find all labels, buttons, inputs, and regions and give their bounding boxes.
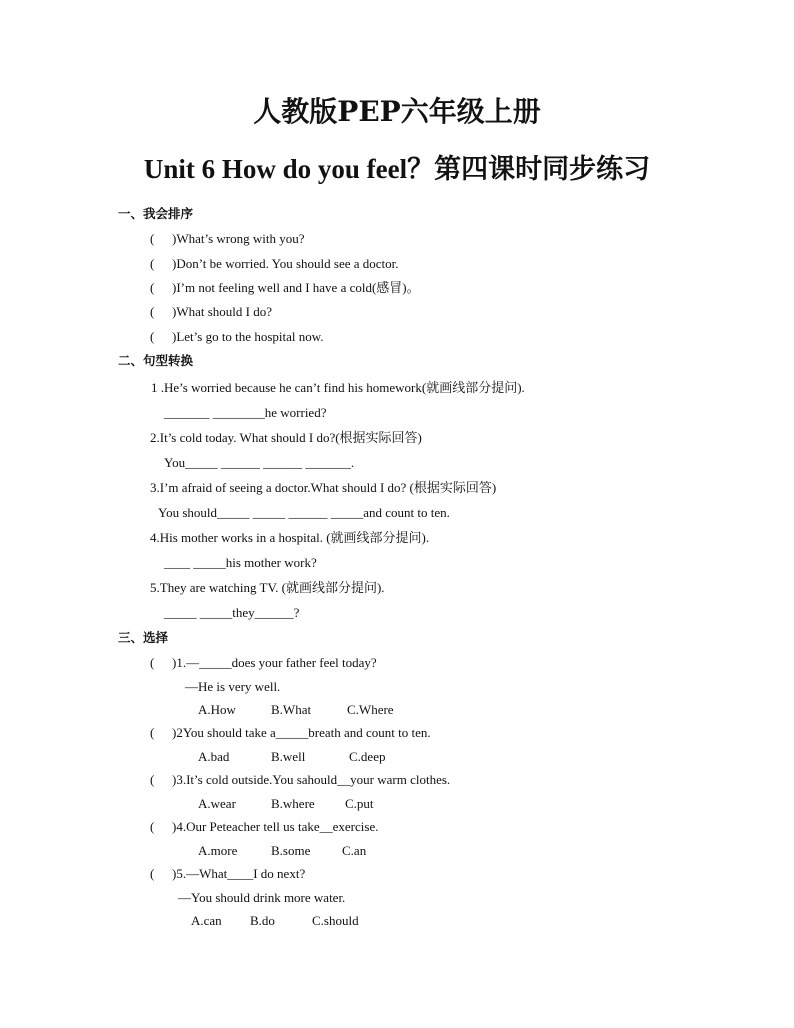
order-item — [150, 230, 305, 248]
transform-answer: _____ _____they______? — [164, 605, 300, 620]
page-subtitle: Unit 6 How do you feel？第四课时同步练习 — [143, 154, 651, 184]
option-b: B.some — [271, 843, 311, 858]
transform-answer: ____ _____his mother work? — [164, 555, 317, 570]
option-a: A.bad — [198, 749, 230, 764]
answer-paren: ( — [150, 866, 155, 881]
order-item-text: )What’s wrong with you? — [172, 231, 305, 246]
choice-question-text: )2You should take a_____breath and count to ten. — [172, 725, 431, 740]
transform-question: 3.I’m afraid of seeing a doctor.What should I do? (根据实际回答) — [150, 480, 497, 495]
choice-options — [198, 701, 394, 719]
order-item — [150, 328, 324, 346]
choice-question-text: )3.It’s cold outside.You sahould__your warm clothes. — [172, 772, 451, 787]
option-b: B.What — [271, 702, 312, 717]
choice-question — [150, 865, 305, 883]
answer-paren: ( — [150, 655, 155, 670]
choice-options — [198, 748, 385, 766]
choice-question — [150, 818, 378, 836]
choice-question-text: )4.Our Peteacher tell us take__exercise. — [172, 819, 379, 834]
option-c: C.put — [345, 796, 374, 811]
option-b: B.do — [250, 913, 275, 928]
choice-question — [150, 771, 450, 789]
transform-question: 4.His mother works in a hospital. (就画线部分提问). — [150, 530, 430, 545]
option-b: B.where — [271, 796, 315, 811]
order-item — [150, 255, 399, 273]
transform-answer: You should_____ _____ ______ _____and count to ten. — [158, 505, 450, 520]
choice-options — [198, 842, 366, 860]
option-a: A.more — [198, 843, 238, 858]
transform-question: 1 .He’s worried because he can’t find his homework(就画线部分提问). — [151, 380, 525, 395]
order-item — [150, 303, 272, 321]
transform-answer: You_____ ______ ______ _______. — [164, 455, 355, 470]
order-item — [150, 279, 420, 297]
answer-paren: ( — [150, 256, 155, 271]
choice-response: —He is very well. — [185, 679, 281, 694]
option-c: C.Where — [347, 702, 394, 717]
section1-heading: 一、我会排序 — [118, 206, 194, 221]
option-a: A.How — [198, 702, 236, 717]
order-item-text: )Don’t be worried. You should see a doctor. — [172, 256, 399, 271]
option-a: A.wear — [198, 796, 236, 811]
choice-question-text: )1.—_____does your father feel today? — [172, 655, 377, 670]
choice-question-text: )5.—What____I do next? — [172, 866, 306, 881]
page-title: 人教版PEP六年级上册 — [253, 95, 541, 128]
option-c: C.deep — [349, 749, 386, 764]
choice-response: —You should drink more water. — [178, 890, 346, 905]
choice-question — [150, 724, 431, 742]
choice-options — [198, 795, 374, 813]
option-a: A.can — [191, 913, 222, 928]
answer-paren: ( — [150, 819, 155, 834]
answer-paren: ( — [150, 280, 155, 295]
order-item-text: )I’m not feeling well and I have a cold(感冒)。 — [172, 280, 420, 295]
option-b: B.well — [271, 749, 306, 764]
answer-paren: ( — [150, 772, 155, 787]
order-item-text: )What should I do? — [172, 304, 273, 319]
answer-paren: ( — [150, 231, 155, 246]
choice-options — [191, 912, 359, 930]
transform-question: 5.They are watching TV. (就画线部分提问). — [150, 580, 385, 595]
transform-answer: _______ ________he worried? — [164, 405, 327, 420]
choice-question — [150, 654, 377, 672]
answer-paren: ( — [150, 329, 155, 344]
option-c: C.an — [342, 843, 367, 858]
option-c: C.should — [312, 913, 359, 928]
answer-paren: ( — [150, 304, 155, 319]
answer-paren: ( — [150, 725, 155, 740]
transform-question: 2.It’s cold today. What should I do?(根据实际回答) — [150, 430, 422, 445]
section2-heading: 二、句型转换 — [118, 353, 194, 368]
order-item-text: )Let’s go to the hospital now. — [172, 329, 324, 344]
section3-heading: 三、选择 — [118, 630, 169, 645]
